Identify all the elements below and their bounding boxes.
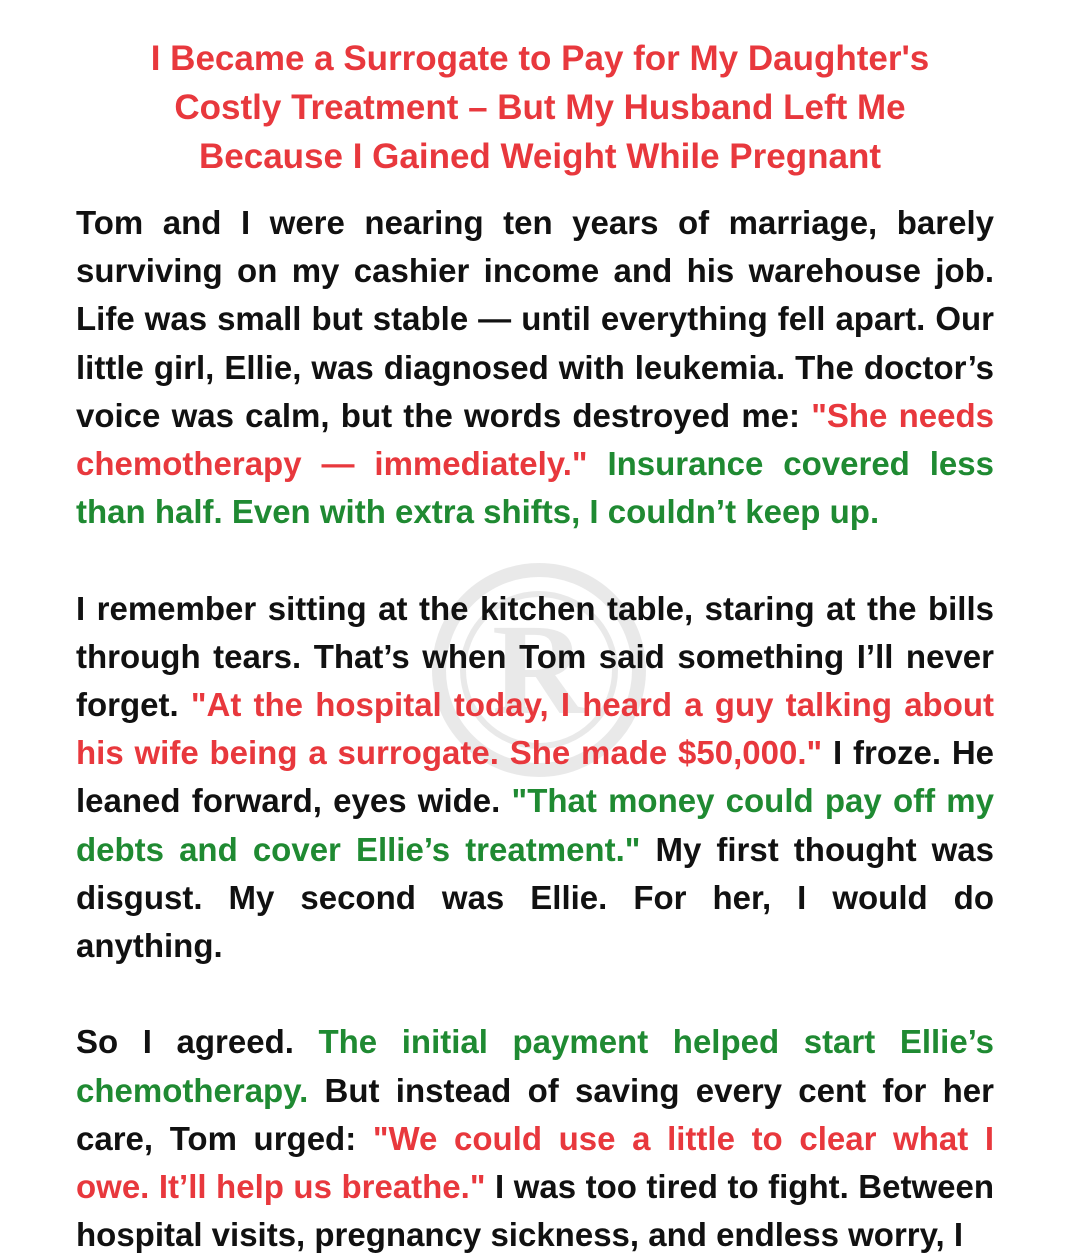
paragraph-3 (76, 1018, 994, 1259)
title-line-1: I Became a Surrogate to Pay for My Daughter's (150, 39, 930, 78)
paragraph-1 (76, 199, 994, 536)
quote-segment: "That money could pay off my debts and cover Ellie’s treatment." (76, 782, 995, 868)
quote-segment: "She needs chemotherapy — immediately." (76, 396, 994, 483)
highlight-segment: The initial payment helped start Ellie’s chemotherapy. (76, 1023, 994, 1109)
title-line-3: Because I Gained Weight While Pregnant (199, 137, 881, 176)
quote-segment: "We could use a little to clear what I owe. It’ll help us breathe." (76, 1119, 994, 1206)
text-segment: I froze. He leaned forward, eyes wide. (76, 734, 995, 820)
highlight-segment: Insurance covered less than half. Even with extra shifts, I couldn’t keep up. (76, 445, 994, 531)
text-segment: Tom and I were nearing ten years of marriage, barely surviving on my cashier income and his warehouse job. Life was small but stable — until everything fell apart. Our little girl, Ellie, was diagnosed with leukemia. The doctor’s voice was calm, but the words destroyed me: (76, 204, 994, 434)
story-title (60, 34, 1020, 181)
watermark-letter: R (492, 598, 586, 742)
title-line-2: Costly Treatment – But My Husband Left Me (174, 88, 906, 127)
text-segment: But instead of saving every cent for her care, Tom urged: (76, 1071, 994, 1157)
text-segment: My first thought was disgust. My second was Ellie. For her, I would do anything. (76, 830, 995, 965)
text-segment: I was too tired to fight. Between hospital visits, pregnancy sickness, and endless worry, I (76, 1168, 994, 1254)
quote-segment: "At the hospital today, I heard a guy talking about his wife being a surrogate. She made $50,000." (76, 686, 995, 772)
paragraph-2 (76, 585, 994, 971)
text-segment: I remember sitting at the kitchen table, staring at the bills through tears. That’s when Tom said something I’ll never forget. (76, 589, 994, 724)
text-segment: So I agreed. (76, 1023, 319, 1061)
story-body (76, 199, 994, 1259)
